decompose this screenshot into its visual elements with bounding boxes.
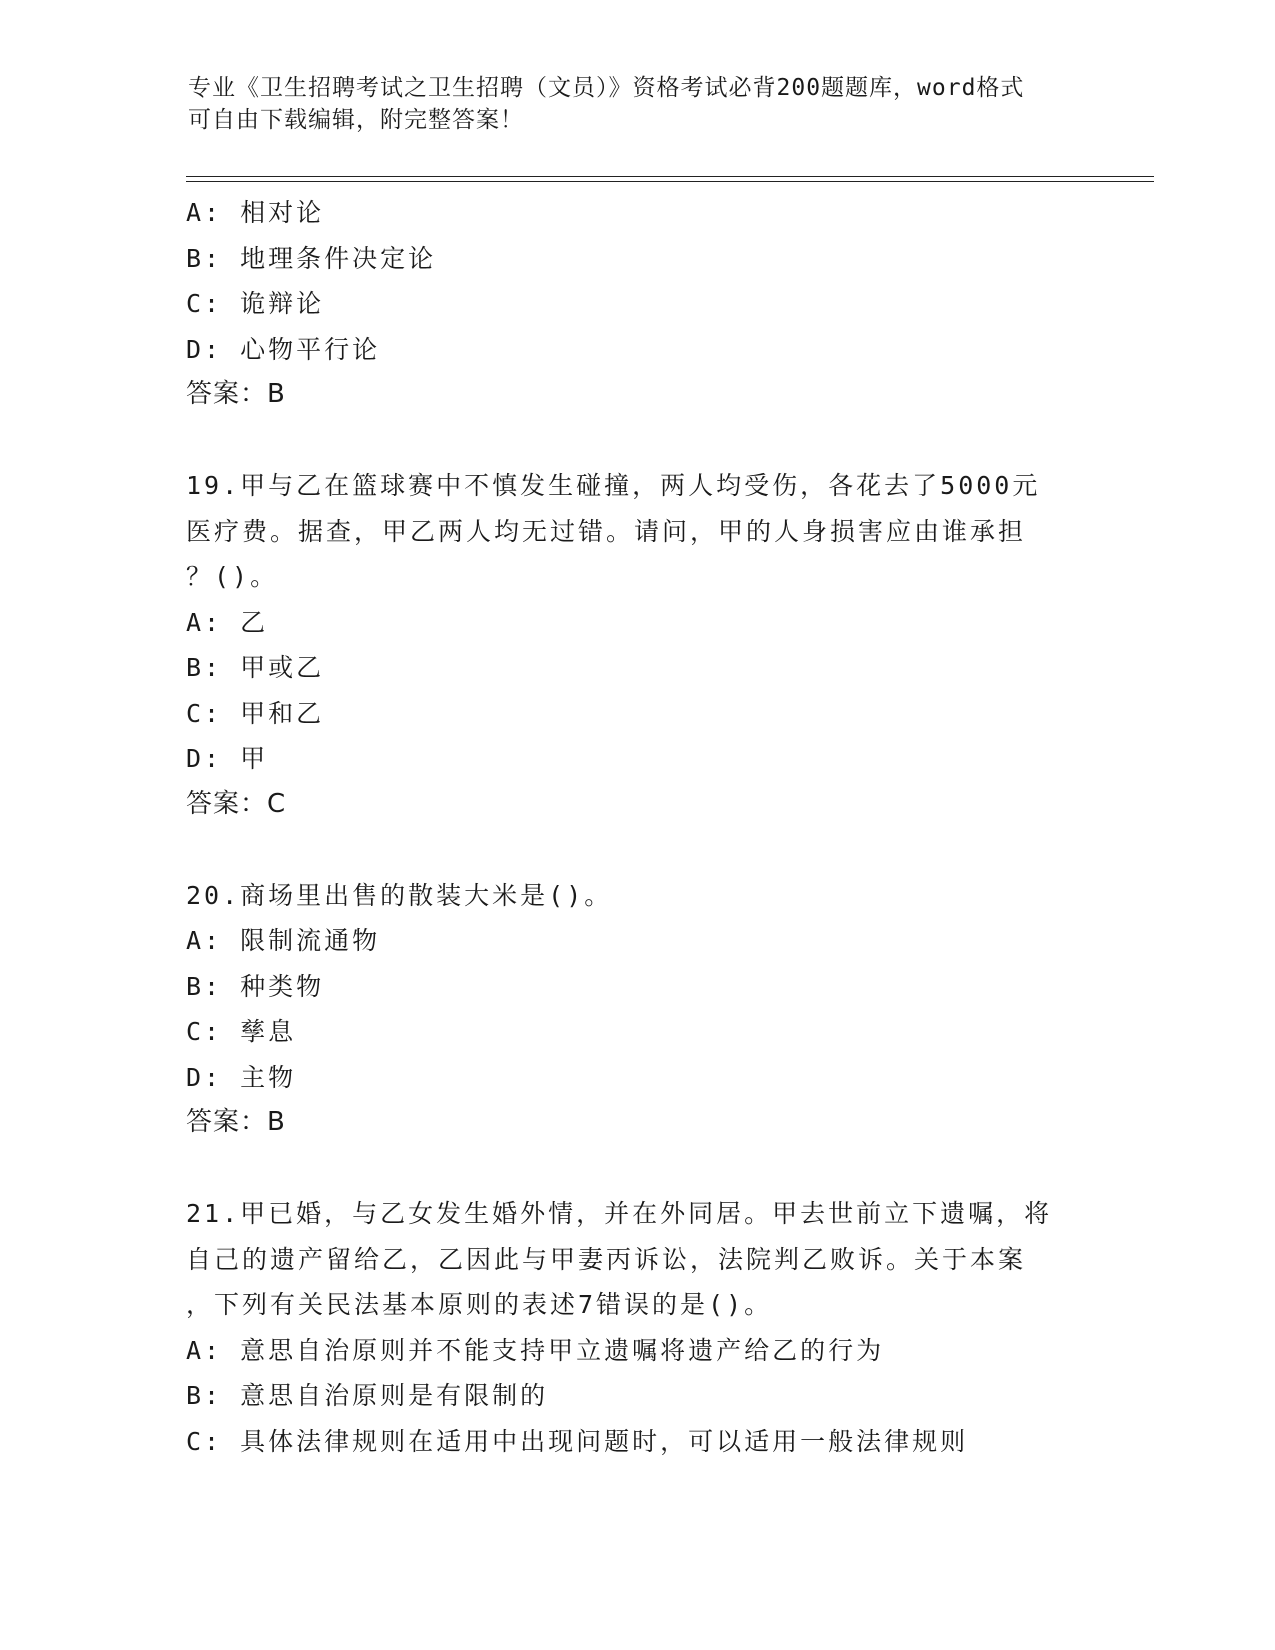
option-c: C: 诡辩论 — [186, 289, 325, 318]
question-18 — [186, 190, 1086, 418]
option-a: A: 乙 — [186, 607, 269, 637]
question-text-line: 19.甲与乙在篮球赛中不慎发生碰撞，两人均受伤，各花去了5000元 — [186, 471, 1041, 500]
question-text-line: ？()。 — [186, 562, 279, 591]
answer: 答案：C — [186, 788, 287, 819]
option-b: B: 种类物 — [186, 971, 325, 1001]
document-header — [188, 72, 1088, 136]
header-line-2: 可自由下载编辑，附完整答案！ — [188, 107, 524, 133]
option-b: B: 意思自治原则是有限制的 — [186, 1381, 549, 1410]
answer: 答案：B — [186, 1107, 286, 1137]
option-c: C: 孳息 — [186, 1017, 297, 1046]
question-text-line: 医疗费。据查，甲乙两人均无过错。请问，甲的人身损害应由谁承担 — [186, 516, 1027, 546]
header-line-1: 专业《卫生招聘考试之卫生招聘（文员）》资格考试必背200题题库，word格式 — [188, 75, 1025, 101]
option-a: A: 限制流通物 — [186, 926, 381, 955]
question-text-line: ，下列有关民法基本原则的表述7错误的是()。 — [186, 1290, 773, 1319]
option-d: D: 心物平行论 — [186, 334, 381, 364]
option-a: A: 意思自治原则并不能支持甲立遗嘱将遗产给乙的行为 — [186, 1335, 885, 1365]
option-d: D: 主物 — [186, 1062, 297, 1092]
option-c: C: 具体法律规则在适用中出现问题时，可以适用一般法律规则 — [186, 1426, 969, 1456]
option-d: D: 甲 — [186, 744, 269, 773]
option-b: B: 地理条件决定论 — [186, 243, 437, 273]
header-divider-bottom — [186, 181, 1154, 182]
question-text-line: 20.商场里出售的散装大米是()。 — [186, 880, 613, 910]
option-c: C: 甲和乙 — [186, 698, 325, 728]
question-19 — [186, 463, 1086, 827]
question-text-line: 自己的遗产留给乙，乙因此与甲妻丙诉讼，法院判乙败诉。关于本案 — [186, 1244, 1027, 1274]
answer: 答案：B — [186, 379, 286, 409]
option-a: A: 相对论 — [186, 198, 325, 227]
question-list — [186, 190, 1086, 1464]
header-divider-top — [186, 176, 1154, 177]
option-b: B: 甲或乙 — [186, 653, 325, 682]
question-20 — [186, 873, 1086, 1146]
question-21 — [186, 1191, 1086, 1464]
question-text-line: 21.甲已婚，与乙女发生婚外情，并在外同居。甲去世前立下遗嘱，将 — [186, 1199, 1053, 1228]
